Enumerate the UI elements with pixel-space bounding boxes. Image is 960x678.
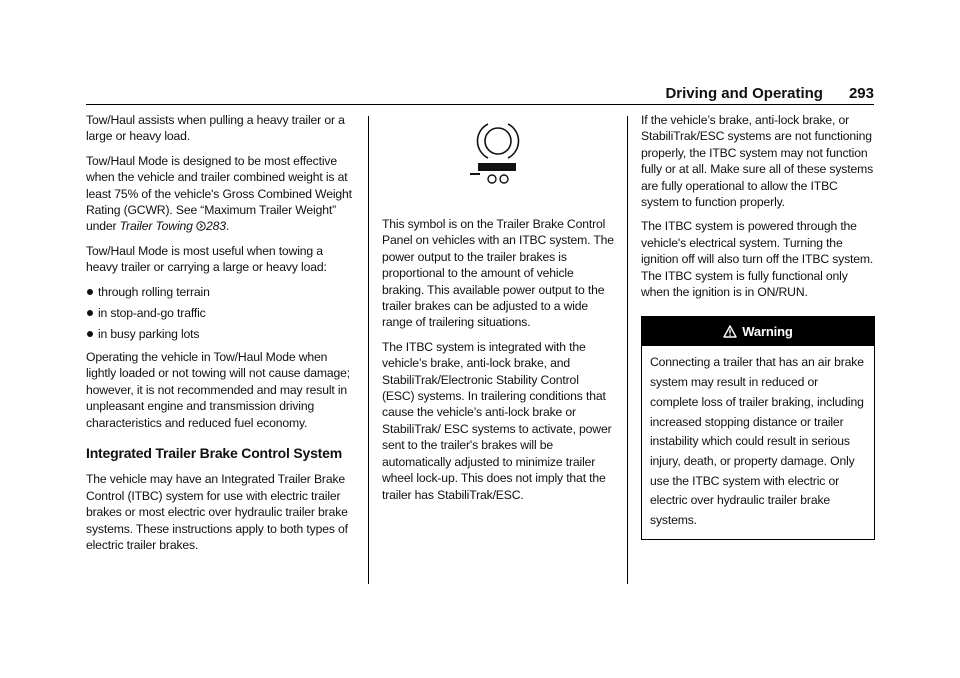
paragraph: The ITBC system is integrated with the vehicle’s brake, anti-lock brake, and StabiliTrak/Electronic Stability Control (ESC) systems. In trailering conditions that cause the vehicle’s anti-lock brake or StabiliTrak/ ESC systems to activate, power sent to the trailer's brakes will be automatically adjusted to minimize trailer wheel lock-up. This does not imply that the trailer has StabiliTrak/ESC. bbox=[382, 339, 612, 502]
section-heading: Integrated Trailer Brake Control System bbox=[86, 444, 342, 461]
paragraph: If the vehicle’s brake, anti-lock brake, or StabiliTrak/ESC systems are not functioning properly, the ITBC system may not function fully or at all. Make sure all of these systems are fully operational to allow the ITBC system to function properly. bbox=[641, 113, 874, 210]
column-middle bbox=[382, 112, 614, 511]
section-title: Driving and Operating bbox=[665, 85, 823, 102]
paragraph: Tow/Haul Mode is most useful when towing a heavy trailer or carrying a large or heavy load: bbox=[86, 243, 327, 275]
header-rule bbox=[86, 104, 874, 105]
paragraph: Tow/Haul Mode is designed to be most effective when the vehicle and trailer combined weight is at least 75% of the vehicle's Gross Combined Weight Rating (GCWR). See “Maximum Trailer Weight” under Trailer Towing 283. bbox=[86, 153, 352, 234]
column-divider bbox=[627, 116, 628, 584]
bullet-icon bbox=[87, 331, 93, 337]
paragraph: The ITBC system is powered through the vehicle's electrical system. Turning the ignition off will also turn off the ITBC system. The ITBC system is fully functional only when the ignition is in ON/RUN. bbox=[641, 219, 874, 300]
page-header bbox=[665, 85, 874, 102]
bullet-icon bbox=[87, 310, 93, 316]
warning-box bbox=[641, 316, 875, 539]
bullet-list bbox=[86, 284, 356, 343]
paragraph: This symbol is on the Trailer Brake Control Panel on vehicles with an ITBC system. The power output to the trailer brakes is proportional to the amount of vehicle braking. This available power output to the trailer brakes can be adjusted to a wide range of trailering situations. bbox=[382, 217, 614, 330]
warning-triangle-icon bbox=[723, 325, 737, 338]
warning-text: Connecting a trailer that has an air brake system may result in reduced or complete loss of trailer braking, including increased stopping distance or trailer instability which could result in serious injury, death, or property damage. Only use the ITBC system with electric or electric over hydraulic trailer brake systems. bbox=[650, 355, 864, 528]
page-number: 293 bbox=[848, 85, 874, 102]
list-item: in stop-and-go traffic bbox=[86, 305, 356, 321]
paragraph: The vehicle may have an Integrated Trailer Brake Control (ITBC) system for use with electric trailer brakes or most electric over hydraulic trailer brake systems. These instructions apply to both types of electric trailer brakes. bbox=[86, 472, 348, 552]
bullet-icon bbox=[87, 289, 93, 295]
list-item: in busy parking lots bbox=[86, 326, 356, 342]
symbol-figure bbox=[382, 114, 614, 184]
trailer-brake-icon bbox=[470, 118, 526, 184]
warning-title: Warning bbox=[742, 323, 793, 339]
list-item: through rolling terrain bbox=[86, 284, 356, 300]
cross-reference-page[interactable]: 283 bbox=[206, 219, 226, 234]
column-divider bbox=[368, 116, 369, 584]
column-right bbox=[641, 112, 875, 540]
cross-reference-title[interactable]: Trailer Towing bbox=[119, 219, 193, 234]
warning-header bbox=[642, 317, 874, 346]
paragraph: Operating the vehicle in Tow/Haul Mode when lightly loaded or not towing will not cause damage; however, it is not recommended and may result in unpleasant engine and transmission driving characteristics and reduced fuel economy. bbox=[86, 349, 351, 430]
column-left bbox=[86, 112, 356, 561]
paragraph: Tow/Haul assists when pulling a heavy trailer or a large or heavy load. bbox=[86, 113, 345, 144]
page-reference-arrow-icon bbox=[196, 221, 206, 231]
